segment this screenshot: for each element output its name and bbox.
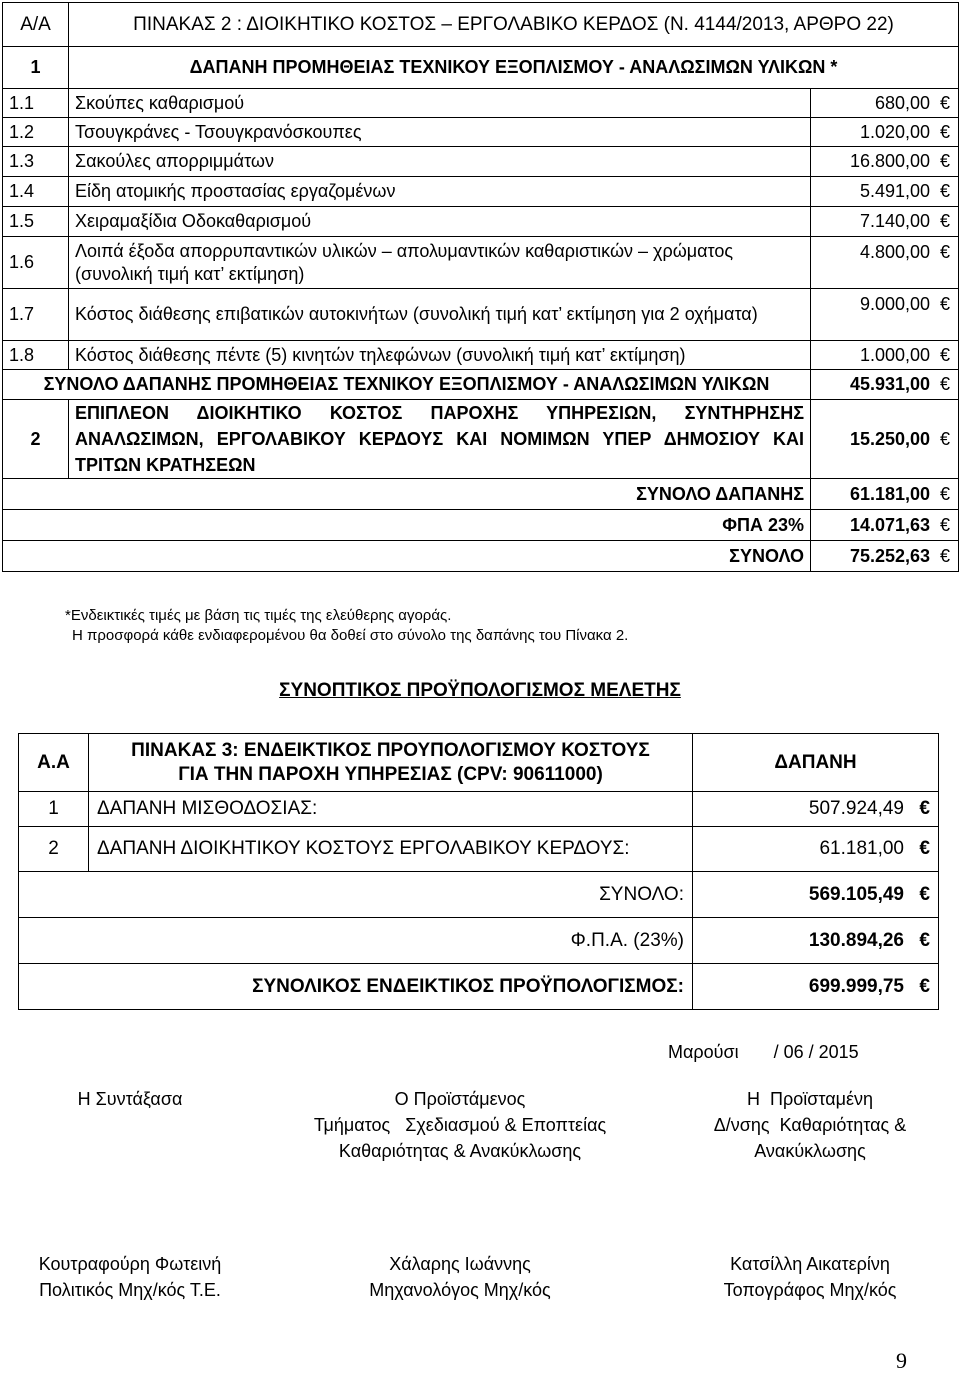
composer-title: Πολιτικός Μηχ/κός Τ.Ε. (39, 1280, 221, 1300)
row-amount (811, 237, 959, 289)
amount-value: 45.931,00 (849, 374, 931, 394)
total-label: ΣΥΝΟΛΟ ΔΑΠΑΝΗΣ (3, 479, 811, 510)
row-amount (811, 207, 959, 237)
euro-icon: € (940, 344, 951, 365)
section2-num: 2 (3, 400, 69, 479)
amount-value: 699.999,75 (808, 975, 904, 997)
row-desc: ΔΑΠΑΝΗ ΔΙΟΙΚΗΤΙΚΟΥ ΚΟΣΤΟΥΣ ΕΡΓΟΛΑΒΙΚΟΥ ΚΕΡΔΟΥΣ: (89, 827, 693, 872)
section1-total-amount (811, 370, 959, 400)
euro-icon: € (940, 428, 951, 449)
total-label: ΣΥΝΟΛΟ: (19, 872, 693, 918)
section2-desc: ΕΠΙΠΛΕΟΝ ΔΙΟΙΚΗΤΙΚΟ ΚΟΣΤΟΣ ΠΑΡΟΧΗΣ ΥΠΗΡΕΣΙΩΝ, ΣΥΝΤΗΡΗΣΗΣ ΑΝΑΛΩΣΙΜΩΝ, ΕΡΓΟΛΑΒΙΚΟΥ ΚΕΡΔΟΥΣ ΚΑΙ ΝΟΜΙΜΩΝ ΥΠΕΡ ΔΗΜΟΣΙΟΥ ΚΑΙ ΤΡΙΤΩΝ ΚΡΑΤΗΣΕΩΝ (69, 400, 811, 479)
amount-value: 7.140,00 (859, 211, 931, 231)
budget-table-3 (18, 733, 939, 1010)
row-num: 1.8 (3, 341, 69, 370)
head-dir-name: Κατσίλλη Αικατερίνη (730, 1254, 890, 1274)
row-num: 1.5 (3, 207, 69, 237)
row-num: 1.6 (3, 237, 69, 289)
row-desc: Κόστος διάθεσης επιβατικών αυτοκινήτων (συνολική τιμή κατ’ εκτίμηση για 2 οχήματα) (69, 289, 811, 341)
total-amount (693, 872, 939, 918)
euro-icon: € (919, 975, 930, 997)
table-row (3, 89, 959, 118)
table-row (3, 118, 959, 147)
table3-vat-row (19, 918, 939, 964)
euro-icon: € (940, 151, 951, 171)
amount-value: 75.252,63 (849, 545, 931, 566)
row-desc: ΔΑΠΑΝΗ ΜΙΣΘΟΔΟΣΙΑΣ: (89, 792, 693, 827)
row-desc: Κόστος διάθεσης πέντε (5) κινητών τηλεφώνων (συνολική τιμή κατ’ εκτίμηση) (69, 341, 811, 370)
table3-total-row (19, 872, 939, 918)
grand-total-label: ΣΥΝΟΛΟ (3, 541, 811, 572)
summary-title: ΣΥΝΟΠΤΙΚΟΣ ΠΡΟΫΠΟΛΟΓΙΣΜΟΣ ΜΕΛΕΤΗΣ (279, 680, 681, 701)
head-dept-name: Χάλαρης Ιωάννης (389, 1254, 531, 1274)
table-row (3, 207, 959, 237)
euro-icon: € (940, 545, 951, 566)
header-col-aa: Α/Α (3, 3, 69, 47)
total-amount (811, 479, 959, 510)
table-row (19, 792, 939, 827)
euro-icon: € (940, 121, 951, 142)
composer-name: Κουτραφούρη Φωτεινή (38, 1254, 222, 1274)
vat-amount (811, 510, 959, 541)
grand-total-label: ΣΥΝΟΛΙΚΟΣ ΕΝΔΕΙΚΤΙΚΟΣ ΠΡΟΫΠΟΛΟΓΙΣΜΟΣ: (19, 964, 693, 1010)
header-col-aa: Α.Α (19, 734, 89, 792)
row-num: 1.1 (3, 89, 69, 118)
row-num: 2 (19, 827, 89, 872)
amount-value: 680,00 (874, 92, 931, 113)
section2-row (3, 400, 959, 479)
row-num: 1.7 (3, 289, 69, 341)
row-desc: Είδη ατομικής προστασίας εργαζομένων (69, 177, 811, 207)
section1-row (3, 47, 959, 89)
cost-table-2 (2, 2, 959, 572)
row-num: 1 (19, 792, 89, 827)
row-amount (811, 177, 959, 207)
row-desc: Σακούλες απορριμμάτων (69, 147, 811, 177)
table3-title: ΠΙΝΑΚΑΣ 3: ΕΝΔΕΙΚΤΙΚΟΣ ΠΡΟΥΠΟΛΟΓΙΣΜΟΥ ΚΟΣΤΟΥΣ ΓΙΑ ΤΗΝ ΠΑΡΟΧΗ ΥΠΗΡΕΣΙΑΣ (CPV: 90611000) (89, 734, 693, 792)
euro-icon: € (940, 514, 951, 535)
euro-icon: € (940, 294, 951, 314)
amount-value: 1.000,00 (859, 344, 931, 365)
amount-value: 9.000,00 (859, 294, 931, 314)
section1-total-label: ΣΥΝΟΛΟ ΔΑΠΑΝΗΣ ΠΡΟΜΗΘΕΙΑΣ ΤΕΧΝΙΚΟΥ ΕΞΟΠΛΙΣΜΟΥ - ΑΝΑΛΩΣΙΜΩΝ ΥΛΙΚΩΝ (3, 370, 811, 400)
head-dir-title: Τοπογράφος Μηχ/κός (723, 1280, 897, 1300)
table-row (3, 341, 959, 370)
section2-amount (811, 400, 959, 479)
euro-icon: € (940, 211, 951, 231)
table3-grand-total-row (19, 964, 939, 1010)
section1-title: ΔΑΠΑΝΗ ΠΡΟΜΗΘΕΙΑΣ ΤΕΧΝΙΚΟΥ ΕΞΟΠΛΙΣΜΟΥ - ΑΝΑΛΩΣΙΜΩΝ ΥΛΙΚΩΝ * (69, 47, 959, 89)
grand-total-amount (693, 964, 939, 1010)
composer-role: Η Συντάξασα (77, 1089, 183, 1109)
euro-icon: € (919, 929, 930, 951)
grand-total-amount (811, 541, 959, 572)
row-desc: Λοιπά έξοδα απορρυπαντικών υλικών – απολυμαντικών καθαριστικών – χρώματος (συνολική τιμή κατ’ εκτίμηση) (69, 237, 811, 289)
note-prices: *Ενδεικτικές τιμές με βάση τις τιμές της ελεύθερης αγοράς. (65, 607, 452, 624)
euro-icon: € (919, 798, 930, 819)
vat-amount (693, 918, 939, 964)
row-amount (811, 89, 959, 118)
table3-header-row (19, 734, 939, 792)
grand-total-row (3, 541, 959, 572)
amount-value: 569.105,49 (808, 883, 904, 905)
euro-icon: € (919, 838, 930, 859)
header-col-cost: ΔΑΠΑΝΗ (693, 734, 939, 792)
row-num: 1.2 (3, 118, 69, 147)
amount-value: 4.800,00 (859, 242, 931, 262)
amount-value: 61.181,00 (819, 838, 904, 859)
date-line: Μαρούσι / 06 / 2015 (668, 1042, 859, 1062)
head-dir-role-1: Η Προϊσταμένη (746, 1089, 874, 1109)
table-title: ΠΙΝΑΚΑΣ 2 : ΔΙΟΙΚΗΤΙΚΟ ΚΟΣΤΟΣ – ΕΡΓΟΛΑΒΙΚΟ ΚΕΡΔΟΣ (Ν. 4144/2013, ΑΡΘΡΟ 22) (69, 3, 959, 47)
table-row (3, 147, 959, 177)
amount-value: 16.800,00 (849, 151, 931, 171)
page-number: 9 (896, 1348, 907, 1373)
total-row (3, 479, 959, 510)
amount-value: 1.020,00 (859, 121, 931, 142)
euro-icon: € (940, 92, 951, 113)
head-dept-role-2: Τμήματος Σχεδιασμού & Εποπτείας (313, 1115, 607, 1135)
amount-value: 14.071,63 (849, 514, 931, 535)
row-amount (811, 341, 959, 370)
amount-value: 15.250,00 (849, 428, 931, 449)
vat-label: Φ.Π.Α. (23%) (19, 918, 693, 964)
table-row (3, 237, 959, 289)
row-amount (811, 147, 959, 177)
note-offer: Η προσφορά κάθε ενδιαφερομένου θα δοθεί στο σύνολο της δαπάνης του Πίνακα 2. (72, 627, 629, 644)
amount-value: 5.491,00 (859, 181, 931, 201)
amount-value: 130.894,26 (808, 929, 904, 951)
section1-total-row (3, 370, 959, 400)
row-amount (693, 827, 939, 872)
row-amount (811, 118, 959, 147)
row-num: 1.4 (3, 177, 69, 207)
vat-label: ΦΠΑ 23% (3, 510, 811, 541)
euro-icon: € (940, 181, 951, 201)
section1-num: 1 (3, 47, 69, 89)
head-dept-title: Μηχανολόγος Μηχ/κός (369, 1280, 551, 1300)
vat-row (3, 510, 959, 541)
row-amount (693, 792, 939, 827)
row-amount (811, 289, 959, 341)
row-desc: Χειραμαξίδια Οδοκαθαρισμού (69, 207, 811, 237)
euro-icon: € (940, 374, 951, 394)
table-row (3, 289, 959, 341)
amount-value: 507.924,49 (808, 798, 904, 819)
euro-icon: € (940, 242, 951, 262)
head-dir-role-3: Ανακύκλωσης (754, 1141, 866, 1161)
table2-header-row (3, 3, 959, 47)
table-row (19, 827, 939, 872)
head-dept-role-1: Ο Προϊστάμενος (394, 1089, 526, 1109)
head-dir-role-2: Δ/νσης Καθαριότητας & (713, 1115, 907, 1135)
euro-icon: € (919, 883, 930, 905)
euro-icon: € (940, 483, 951, 504)
amount-value: 61.181,00 (849, 483, 931, 504)
row-desc: Τσουγκράνες - Τσουγκρανόσκουπες (69, 118, 811, 147)
table-row (3, 177, 959, 207)
row-desc: Σκούπες καθαρισμού (69, 89, 811, 118)
head-dept-role-3: Καθαριότητας & Ανακύκλωσης (338, 1141, 582, 1161)
row-num: 1.3 (3, 147, 69, 177)
